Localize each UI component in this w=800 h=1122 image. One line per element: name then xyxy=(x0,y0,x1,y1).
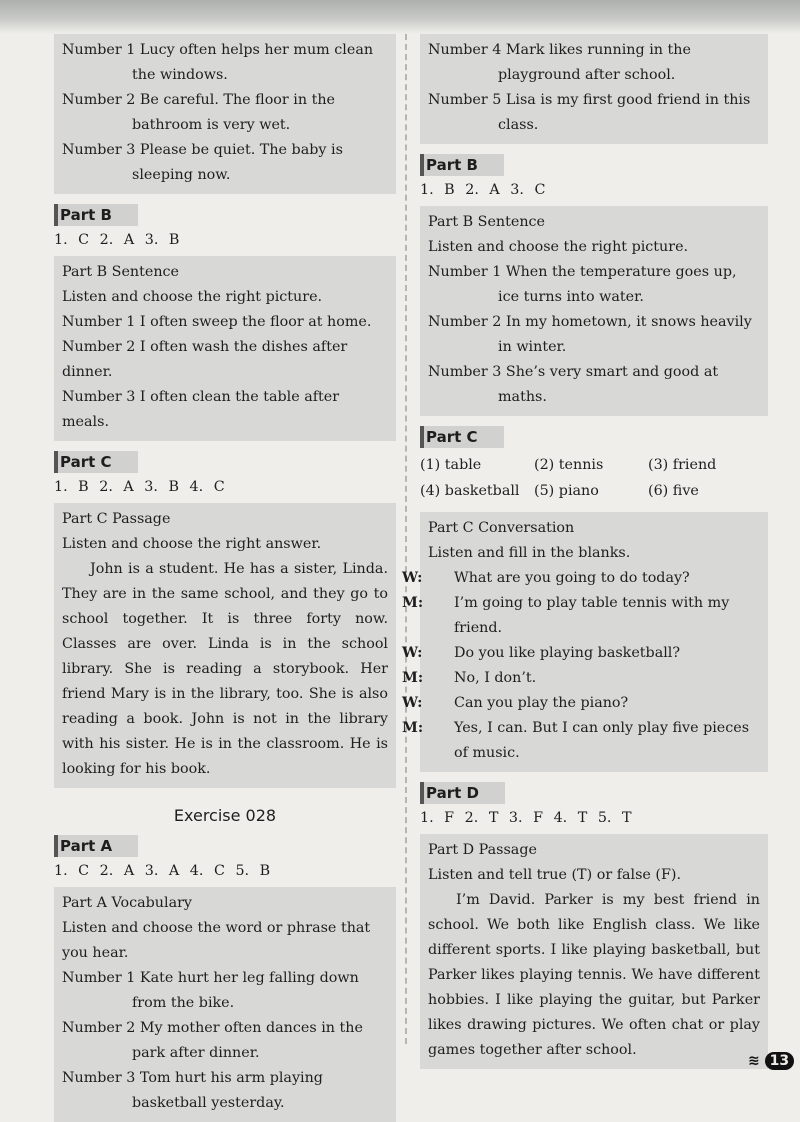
transcript-box-part-a xyxy=(54,887,396,1122)
speaker-label: M: xyxy=(402,595,424,611)
transcript-instruction: Listen and choose the right picture. xyxy=(62,289,323,305)
answer-item: (2) tennis xyxy=(534,457,604,473)
transcript-title: Part B Sentence xyxy=(428,214,546,230)
transcript-line: Number 1 I often sweep the floor at home. xyxy=(62,314,372,330)
section-heading-part-c: Part C xyxy=(54,451,138,473)
transcript-title: Part D Passage xyxy=(428,842,537,858)
page-number-value: 13 xyxy=(765,1052,794,1070)
speaker-label: W: xyxy=(402,570,423,586)
dialogue-text: Can you play the piano? xyxy=(454,695,629,711)
passage-text: John is a student. He has a sister, Linda. They are in the same school, and they go to school together. It is three forty now. Classes are over. Linda is in the school library. She is reading a storybook. Her friend Mary is in the library, too. She is also reading a book. John is not in the library with his sister. He is in the classroom. He is looking for his book. xyxy=(62,561,388,777)
section-heading-part-b: Part B xyxy=(420,154,504,176)
dialogue-text: Do you like playing basketball? xyxy=(454,645,681,661)
transcript-line: Number 1 Kate hurt her leg falling down from the bike. xyxy=(62,970,359,1011)
transcript-instruction: Listen and choose the right picture. xyxy=(428,239,689,255)
exercise-title: Exercise 028 xyxy=(173,806,277,825)
transcript-title: Part B Sentence xyxy=(62,264,180,280)
answer-item: (5) piano xyxy=(534,483,599,499)
section-heading-part-c: Part C xyxy=(420,426,504,448)
dialogue-text: Yes, I can. But I can only play five pieces of music. xyxy=(454,720,750,761)
answer-item: (1) table xyxy=(420,457,482,473)
transcript-instruction: Listen and fill in the blanks. xyxy=(428,545,631,561)
right-column xyxy=(402,34,768,1069)
transcript-line: Number 2 I often wash the dishes after dinner. xyxy=(62,339,348,380)
transcript-title: Part A Vocabulary xyxy=(62,895,193,911)
transcript-line: Number 1 Lucy often helps her mum clean the windows. xyxy=(62,42,374,83)
section-heading-part-b: Part B xyxy=(54,204,138,226)
passage-text: I’m David. Parker is my best friend in school. We both like English class. We like different sports. I like playing basketball, but Parker likes playing tennis. We have different hobbies. I like playing the guitar, but Parker likes drawing pictures. We often chat or play games together after school. xyxy=(428,892,760,1058)
transcript-line: Number 4 Mark likes running in the playground after school. xyxy=(428,42,691,83)
page-number xyxy=(748,1052,794,1070)
left-column xyxy=(54,34,396,1122)
answer-key xyxy=(420,452,768,504)
section-heading-part-a: Part A xyxy=(54,835,138,857)
transcript-line: Number 1 When the temperature goes up, ice turns into water. xyxy=(428,264,737,305)
transcript-line: Number 2 My mother often dances in the park after dinner. xyxy=(62,1020,363,1061)
transcript-box-numbers-4-5 xyxy=(420,34,768,144)
transcript-box-part-b xyxy=(54,256,396,441)
answer-item: (3) friend xyxy=(648,457,717,473)
answer-key: 1. C 2. A 3. B xyxy=(54,232,180,248)
transcript-instruction: Listen and choose the right answer. xyxy=(62,536,322,552)
answer-item: (6) five xyxy=(648,483,699,499)
speaker-label: W: xyxy=(402,645,423,661)
speaker-label: M: xyxy=(402,720,424,736)
dialogue-text: No, I don’t. xyxy=(454,670,537,686)
transcript-title: Part C Conversation xyxy=(428,520,575,536)
column-divider xyxy=(405,34,407,1044)
speaker-label: W: xyxy=(402,695,423,711)
section-heading-part-d: Part D xyxy=(420,782,505,804)
transcript-box-part-b xyxy=(420,206,768,416)
answer-key: 1. B 2. A 3. C xyxy=(420,182,546,198)
transcript-line: Number 3 Please be quiet. The baby is sleeping now. xyxy=(62,142,343,183)
transcript-box-part-d xyxy=(420,834,768,1069)
transcript-line: Number 3 Tom hurt his arm playing basketball yesterday. xyxy=(62,1070,323,1111)
answer-key: 1. B 2. A 3. B 4. C xyxy=(54,479,225,495)
answer-item: (4) basketball xyxy=(420,483,520,499)
answer-key: 1. F 2. T 3. F 4. T 5. T xyxy=(420,810,632,826)
dialogue-line xyxy=(402,666,760,691)
page-arrow-icon: ≋ xyxy=(748,1053,760,1069)
top-decoration xyxy=(0,0,800,34)
transcript-line: Number 2 In my hometown, it snows heavily in winter. xyxy=(428,314,752,355)
dialogue-text: I’m going to play table tennis with my friend. xyxy=(454,595,730,636)
dialogue-text: What are you going to do today? xyxy=(454,570,690,586)
speaker-label: M: xyxy=(402,670,424,686)
transcript-line: Number 5 Lisa is my first good friend in this class. xyxy=(428,92,751,133)
dialogue-line xyxy=(402,691,760,716)
transcript-line: Number 3 She’s very smart and good at maths. xyxy=(428,364,719,405)
transcript-box-part-c xyxy=(402,512,768,772)
dialogue-line xyxy=(402,641,760,666)
dialogue-line xyxy=(402,591,760,641)
transcript-instruction: Listen and choose the word or phrase that you hear. xyxy=(62,920,371,961)
transcript-title: Part C Passage xyxy=(62,511,171,527)
dialogue-line xyxy=(402,566,760,591)
answer-key: 1. C 2. A 3. A 4. C 5. B xyxy=(54,863,271,879)
transcript-box-numbers-1-3 xyxy=(54,34,396,194)
transcript-line: Number 3 I often clean the table after meals. xyxy=(62,389,340,430)
dialogue-line xyxy=(402,716,760,766)
transcript-instruction: Listen and tell true (T) or false (F). xyxy=(428,867,682,883)
transcript-box-part-c xyxy=(54,503,396,788)
transcript-line: Number 2 Be careful. The floor in the bathroom is very wet. xyxy=(62,92,336,133)
